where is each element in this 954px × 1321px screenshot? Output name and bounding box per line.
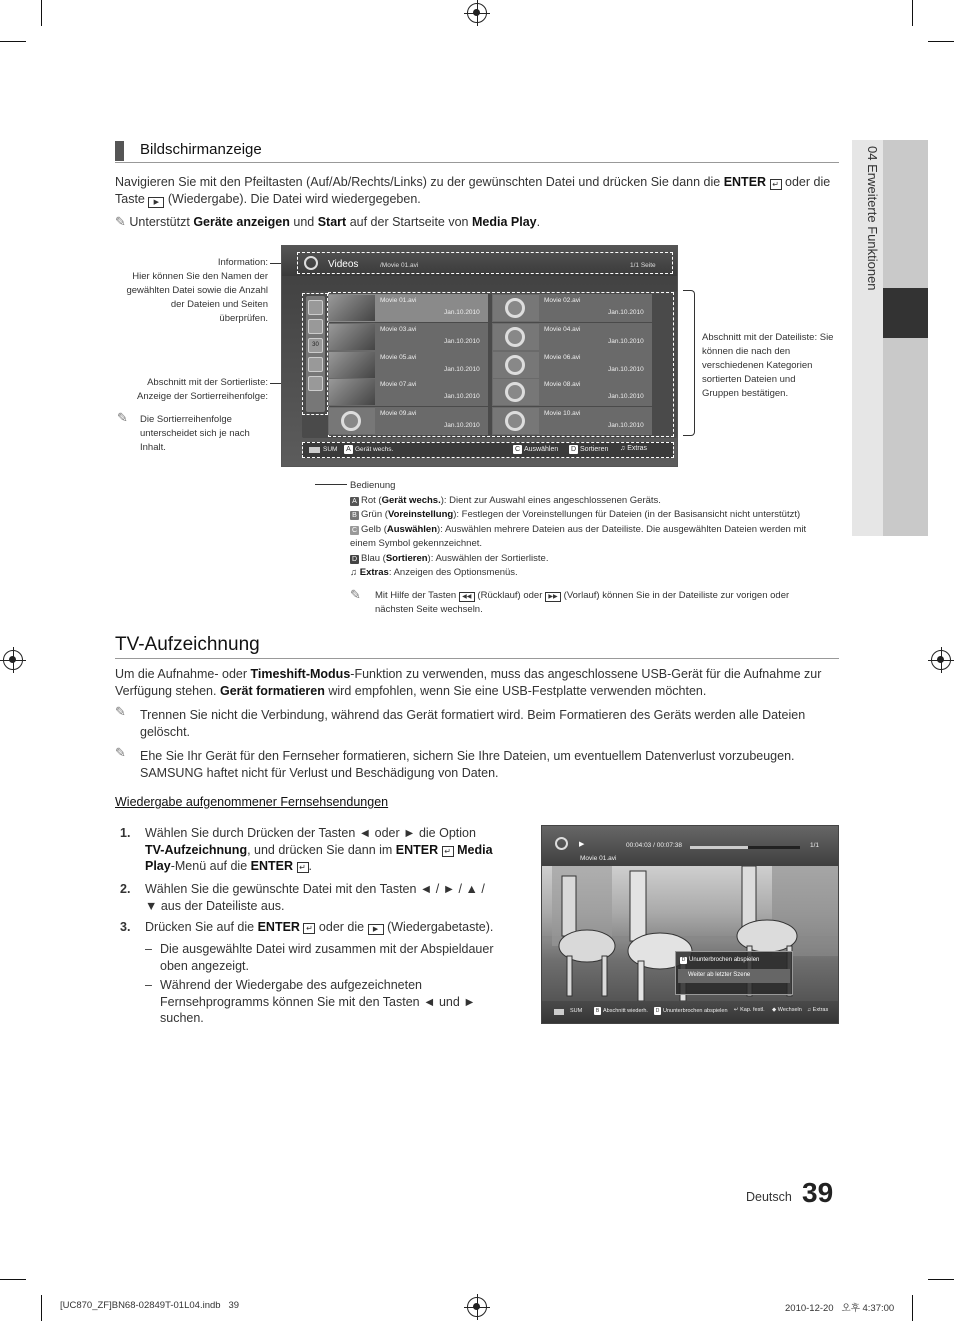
tv-p1-e: wird empfohlen, wenn Sie eine USB-Festplatte verwenden möchten.	[328, 683, 707, 698]
bottom-a	[344, 445, 393, 454]
green-pre: Grün (	[361, 509, 388, 520]
file-date: Jan.10.2010	[444, 366, 480, 373]
intro-paragraph	[115, 174, 840, 208]
file-item[interactable]	[328, 351, 488, 379]
forward-icon: ▶▶	[545, 592, 561, 602]
note-part-3: (Vorlauf) können Sie in der Dateiliste zur vorigen oder nächsten Seite wechseln.	[375, 590, 790, 615]
registration-mark-bottom	[467, 1297, 487, 1317]
callout-info-title: Information:	[217, 257, 268, 268]
file-thumbnail	[329, 379, 375, 405]
file-date: Jan.10.2010	[608, 393, 644, 400]
file-name: Movie 03.avi	[380, 326, 417, 333]
step-3-c: oder die	[318, 920, 365, 934]
a-button-icon: A	[344, 445, 353, 454]
file-thumbnail	[493, 379, 539, 405]
section-rule	[115, 162, 839, 163]
step-3-a: Drücken Sie auf die	[145, 920, 255, 934]
bottom-sum: SUM	[323, 446, 338, 453]
file-name: Movie 09.avi	[380, 410, 417, 417]
file-name: Movie 07.avi	[380, 381, 417, 388]
bedienung-green	[350, 508, 830, 523]
player-file: Movie 01.avi	[580, 855, 617, 862]
file-date: Jan.10.2010	[608, 422, 644, 429]
enter-icon: ↵	[297, 862, 309, 873]
step-1-d: ENTER	[395, 842, 439, 857]
popup-option[interactable]: Weiter ab letzter Szene	[688, 972, 751, 978]
extras-bold: Extras	[359, 567, 389, 578]
player-wechseln	[772, 1007, 802, 1013]
tv-p1-d: Gerät formatieren	[219, 683, 325, 698]
file-date: Jan.10.2010	[444, 422, 480, 429]
intro-text-2: oder die Taste	[115, 175, 831, 206]
player-videos-icon	[555, 837, 568, 850]
film-reel-icon	[505, 298, 525, 318]
file-thumbnail	[493, 352, 539, 378]
file-item[interactable]	[328, 407, 488, 435]
step-1-h: .	[308, 859, 312, 873]
bottom-c	[513, 445, 558, 454]
tv-p1-a: Um die Aufnahme- oder	[115, 667, 248, 681]
bottom-a-label: Gerät wechs.	[355, 446, 394, 453]
step-1-num: 1.	[120, 826, 131, 840]
file-list	[282, 246, 677, 466]
red-a-icon: A	[350, 497, 359, 506]
note-bold-3: Media Play	[472, 215, 537, 229]
side-tab-marker	[883, 288, 928, 338]
footer-file-info: [UC870_ZF]BN68-02849T-01L04.indb 39	[60, 1300, 240, 1311]
step-2-text: Wählen Sie die gewünschte Datei mit den Tasten ◄ / ► / ▲ / ▼ aus der Dateiliste aus.	[145, 882, 485, 913]
bedienung-blue	[350, 552, 830, 567]
screen-page: 1/1 Seite	[630, 262, 656, 269]
d-button-icon: D	[570, 446, 577, 453]
player-b	[594, 1007, 648, 1015]
film-reel-icon	[505, 327, 525, 347]
enter-icon: ↵	[734, 1007, 741, 1013]
file-date: Jan.10.2010	[608, 338, 644, 345]
blue-pre: Blau (	[361, 552, 386, 564]
blue-post: ): Auswählen der Sortierliste.	[427, 552, 549, 564]
player-extras	[807, 1007, 828, 1013]
callout-sort-note: Die Sortierreihenfolge unterscheidet sich je nach Inhalt.	[140, 414, 250, 453]
player-extras-label: Extras	[812, 1007, 829, 1013]
extras-post: : Anzeigen des Optionsmenüs.	[388, 567, 518, 578]
red-bold: Gerät wechs.	[381, 494, 441, 506]
file-thumbnail	[329, 295, 375, 321]
file-thumbnail	[493, 408, 539, 434]
bottom-c-label: Auswählen	[524, 446, 559, 453]
player-progress	[690, 846, 800, 849]
step-1-a: Wählen Sie durch Drücken der Tasten ◄ oder ► die Option	[145, 826, 476, 840]
note-text: Unterstützt	[129, 215, 190, 229]
note-bold-2: Start	[317, 215, 347, 229]
file-name: Movie 08.avi	[544, 381, 581, 388]
green-bold: Voreinstellung	[387, 509, 454, 520]
yellow-c-icon: C	[351, 526, 358, 534]
note-end: .	[536, 215, 541, 229]
extras-icon: ♫	[620, 445, 628, 452]
side-tab-label: 04 Erweiterte Funktionen	[865, 146, 880, 291]
note-bold-1: Geräte anzeigen	[193, 215, 290, 229]
player-d-label: Ununterbrochen abspielen	[663, 1008, 728, 1014]
updown-icon: ◆	[772, 1007, 778, 1013]
player-kap	[734, 1007, 765, 1013]
registration-mark-right	[931, 650, 951, 670]
file-item[interactable]	[492, 351, 652, 379]
tv-p1-b: Timeshift-Modus	[250, 667, 351, 681]
dash-item-2	[145, 977, 500, 1027]
play-icon: ▶	[148, 197, 164, 208]
screen-title: Videos	[328, 259, 359, 270]
screen-path: /Movie 01.avi	[380, 262, 419, 269]
step-3-num: 3.	[120, 920, 131, 934]
callout-filelist: Abschnitt mit der Dateiliste: Sie können die nach den verschiedenen Kategorien sortierten Dateien und Gruppen bestätigen.	[702, 332, 834, 399]
file-thumbnail	[329, 324, 375, 350]
callout-information	[120, 256, 268, 326]
file-item[interactable]	[328, 378, 488, 406]
player-d	[654, 1007, 728, 1015]
file-date: Jan.10.2010	[444, 393, 480, 400]
file-item[interactable]	[492, 407, 652, 435]
note-part-2: (Rücklauf) oder	[477, 590, 543, 601]
film-reel-icon	[505, 382, 525, 402]
bottom-extras-label: Extras	[627, 445, 648, 452]
callout-sort-text: Anzeige der Sortierreihenfolge:	[137, 391, 268, 402]
bedienung-line	[315, 484, 347, 485]
enter-label: ENTER	[723, 175, 767, 189]
note-text-mid: und	[293, 215, 315, 229]
file-item[interactable]	[492, 378, 652, 406]
player-b-label: Abschnitt wiederh.	[603, 1008, 648, 1014]
bedienung-note	[375, 589, 825, 617]
step-3-d: (Wiedergabetaste).	[387, 920, 494, 934]
file-name: Movie 06.avi	[544, 354, 581, 361]
extras-icon: ♫	[807, 1007, 813, 1013]
player-screen	[541, 825, 839, 1024]
file-thumbnail	[493, 295, 539, 321]
file-thumbnail	[329, 352, 375, 378]
file-name: Movie 01.avi	[380, 297, 417, 304]
footer-page-number: 39	[802, 1177, 834, 1208]
file-thumbnail	[493, 324, 539, 350]
section-title-bildschirmanzeige: Bildschirmanzeige	[140, 141, 262, 158]
extras-icon: ♫	[350, 567, 360, 578]
file-item[interactable]	[328, 294, 488, 322]
step-1-f: -Menü auf die	[170, 859, 248, 873]
file-item[interactable]	[492, 323, 652, 351]
footer-lang: Deutsch	[746, 1190, 792, 1204]
intro-text-3: (Wiedergabe). Die Datei wird wiedergegeben.	[167, 191, 421, 206]
bedienung-title: Bedienung	[350, 480, 396, 491]
blue-bold: Sortieren	[385, 552, 428, 564]
play-icon: ▶	[368, 924, 384, 935]
enter-icon: ↵	[442, 846, 454, 857]
player-usb-icon	[554, 1009, 564, 1015]
rewind-icon: ◀◀	[459, 592, 475, 602]
bedienung-red	[350, 494, 830, 509]
file-thumbnail	[329, 408, 375, 434]
bedienung-yellow	[350, 523, 830, 552]
yellow-post: ): Auswählen mehrere Dateien aus der Dateiliste. Die ausgewählten Dateien werden mit einem Symbol gekennzeichnet.	[350, 523, 807, 549]
media-play-screen	[281, 245, 678, 467]
green-post: ): Festlegen der Voreinstellungen für Dateien (in der Basisansicht nicht unterstützt)	[453, 509, 801, 520]
calendar-number: 30	[312, 342, 319, 348]
green-b-icon: B	[350, 511, 359, 520]
bedienung-block	[350, 479, 830, 581]
popup-title: Ununterbrochen abspielen	[689, 957, 760, 963]
player-wechseln-label: Wechseln	[777, 1007, 802, 1013]
dash-mark: –	[145, 942, 152, 956]
step-2	[115, 881, 495, 914]
note-pencil-icon: ✎	[115, 214, 126, 229]
intro-text-1: Navigieren Sie mit den Pfeiltasten (Auf/Ab/Rechts/Links) zu der gewünschten Datei und drücken Sie dann die	[115, 175, 721, 189]
file-name: Movie 04.avi	[544, 326, 581, 333]
film-reel-icon	[505, 355, 525, 375]
side-tab-dark	[883, 140, 928, 536]
sub-title: Wiedergabe aufgenommener Fernsehsendungen	[115, 795, 389, 809]
player-play-icon: ▶	[579, 841, 585, 848]
red-post: ): Dient zur Auswahl eines angeschlossenen Geräts.	[440, 494, 661, 506]
dash-mark: –	[145, 978, 152, 992]
callout-info-text: Hier können Sie den Namen der gewählten Datei sowie die Anzahl der Dateien und Seiten überprüfen.	[126, 271, 268, 324]
dash-2-text: Während der Wiedergabe des aufgezeichneten Fernsehprogramms können Sie mit den Tasten ◄ und ► suchen.	[160, 978, 476, 1025]
step-2-num: 2.	[120, 882, 131, 896]
tv-p1-c: -Funktion zu verwenden, muss das angeschlossene USB-Gerät für die Aufnahme zur Verfügung stehen.	[115, 667, 822, 698]
enter-icon: ↵	[303, 923, 315, 934]
step-1-c: , und drücken Sie dann im	[247, 842, 393, 857]
registration-mark-top	[467, 3, 487, 23]
bottom-extras	[620, 445, 647, 452]
usb-icon	[309, 447, 320, 453]
step-3-b: ENTER	[257, 920, 300, 934]
step-1-g: ENTER	[250, 859, 294, 873]
player-sum: SUM	[570, 1008, 583, 1014]
step-1-b: TV-Aufzeichnung	[145, 842, 248, 857]
bedienung-note-icon: ✎	[350, 587, 361, 602]
step-1-e: Media Play	[145, 842, 493, 873]
yellow-pre: Gelb (	[361, 523, 387, 535]
file-name: Movie 02.avi	[544, 297, 581, 304]
popup-d-icon: D	[681, 957, 686, 963]
section-bar	[115, 141, 124, 161]
continuous-play-popup	[675, 951, 793, 995]
callout-sort-title: Abschnitt mit der Sortierliste:	[147, 377, 268, 388]
blue-d-icon: D	[351, 555, 358, 563]
c-button-icon: C	[514, 446, 521, 453]
dash-1-text: Die ausgewählte Datei wird zusammen mit der Abspieldauer oben angezeigt.	[160, 942, 494, 973]
file-date: Jan.10.2010	[444, 309, 480, 316]
footer-date-info: 2010-12-20 오후 4:37:00	[785, 1303, 895, 1314]
dash-item-1	[145, 941, 510, 974]
file-date: Jan.10.2010	[608, 309, 644, 316]
player-time: 00:04:03 / 00:07:38	[626, 842, 683, 849]
file-date: Jan.10.2010	[444, 338, 480, 345]
player-d-icon: D	[655, 1008, 660, 1014]
file-name: Movie 05.avi	[380, 354, 417, 361]
film-reel-icon	[505, 411, 525, 431]
bottom-d-label: Sortieren	[580, 446, 609, 453]
callout-sort-note-icon: ✎	[117, 410, 128, 425]
player-count: 1/1	[810, 842, 820, 849]
tv-note2-icon: ✎	[115, 745, 126, 760]
step-1	[115, 825, 495, 875]
callout-filelist-bracket	[683, 290, 695, 436]
bedienung-extras	[350, 566, 830, 581]
note-media-play	[115, 214, 840, 231]
red-pre: Rot (	[361, 494, 382, 506]
tv-paragraph	[115, 666, 840, 699]
yellow-bold: Auswählen	[386, 523, 438, 535]
callout-sortlist	[120, 376, 268, 404]
section-tv-rule	[115, 658, 839, 659]
note-text-mid2: auf der Startseite von	[349, 215, 469, 229]
file-date: Jan.10.2010	[608, 366, 644, 373]
film-reel-icon	[341, 411, 361, 431]
player-progress-fill	[690, 846, 748, 849]
step-3	[115, 919, 515, 936]
file-item[interactable]	[492, 294, 652, 322]
bottom-d	[569, 445, 608, 454]
tv-note1: Trennen Sie nicht die Verbindung, während das Gerät formatiert wird. Beim Formatieren des Geräts werden alle Dateien gelöscht.	[140, 708, 806, 739]
registration-mark-left	[3, 650, 23, 670]
player-kap-label: Kap. festl.	[740, 1007, 765, 1013]
tv-note1-icon: ✎	[115, 704, 126, 719]
file-name: Movie 10.avi	[544, 410, 581, 417]
tv-note2: Ehe Sie Ihr Gerät für den Fernseher formatieren, sichern Sie Ihre Dateien, um eventuellem Datenverlust vorzubeugen. SAMSUNG haftet nicht für Verlust und Beschädigung von Daten.	[140, 749, 795, 780]
note-part-1: Mit Hilfe der Tasten	[375, 590, 457, 601]
file-item[interactable]	[328, 323, 488, 351]
enter-icon: ↵	[770, 179, 782, 190]
player-b-icon: B	[595, 1008, 600, 1014]
section-title-tv: TV-Aufzeichnung	[115, 634, 260, 655]
